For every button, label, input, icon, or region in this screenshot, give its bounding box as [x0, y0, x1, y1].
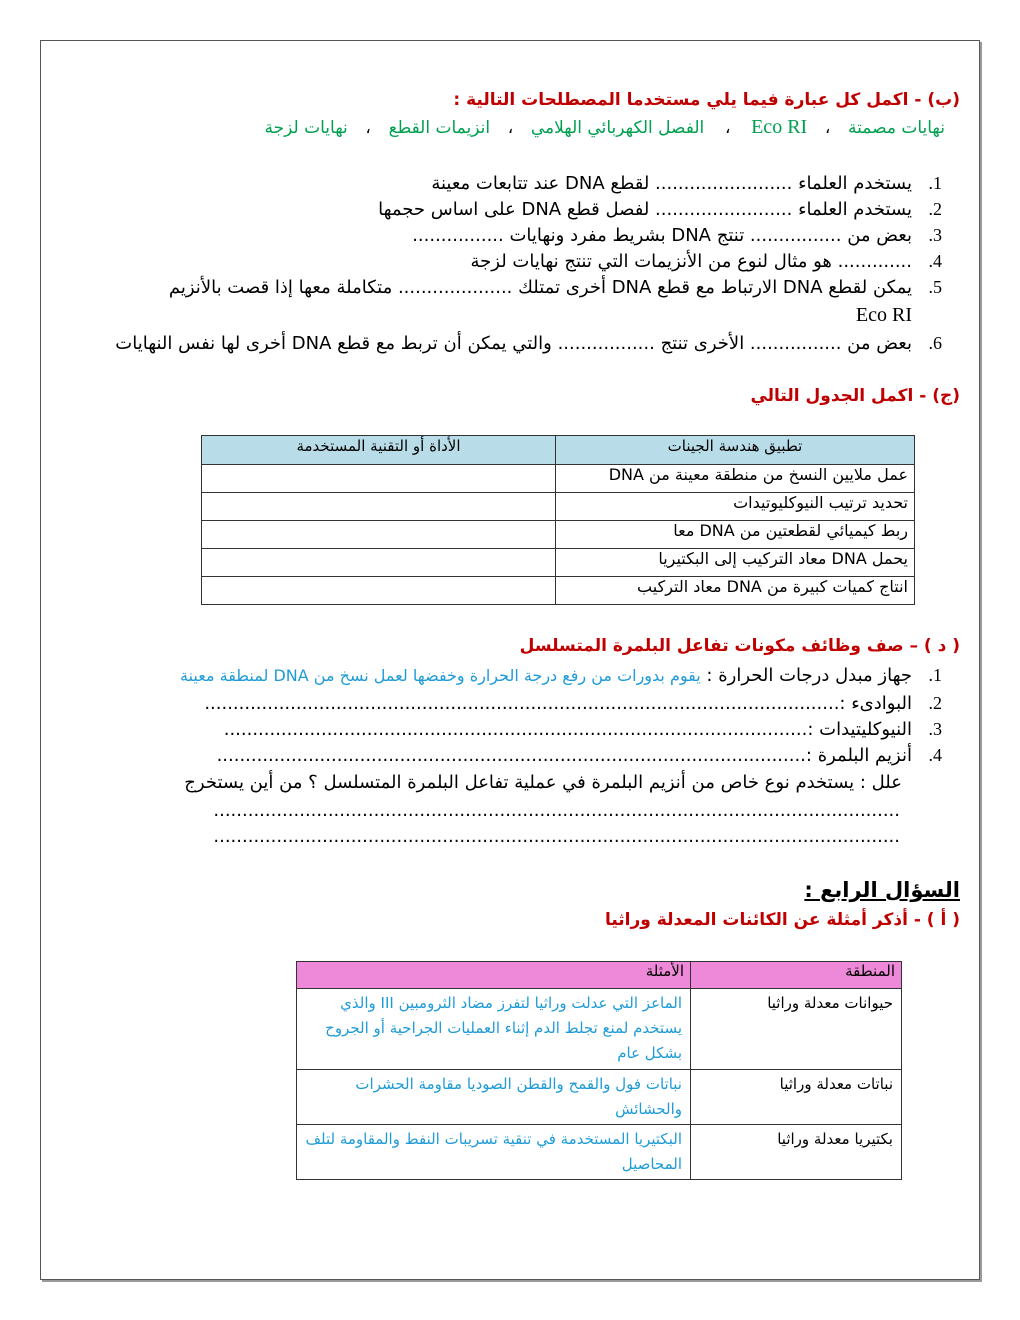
table-header: المنطقة	[691, 962, 902, 989]
answer-blank[interactable]: ......................................................................................................	[223, 719, 808, 740]
table-header: الأداة أو التقنية المستخدمة	[202, 436, 556, 465]
term-sticky-ends: نهايات لزجة	[264, 118, 348, 138]
section-b-title: (ب) - اكمل كل عبارة فيما يلي مستخدما المصطلحات التالية :	[453, 90, 960, 110]
item-label: أنزيم البلمرة :	[805, 745, 912, 766]
answer-cell[interactable]	[202, 577, 556, 605]
term-separator: ،	[507, 118, 514, 138]
item-text: بعض من ................ الأخرى تنتج ................. والتي يمكن أن تربط مع قطع DNA أخرى لها نفس النهايات	[115, 333, 912, 354]
table-row	[202, 577, 915, 605]
table-row	[202, 549, 915, 577]
item-number: 3.	[928, 719, 942, 739]
answer-blank[interactable]: ........................................................................................................................	[213, 826, 900, 847]
item-number: 1.	[928, 665, 942, 685]
region-cell: نباتات معدلة وراثيا	[691, 1070, 902, 1125]
example-cell: نباتات فول والقمح والقطن الصوديا مقاومة الحشرات والحشائش	[297, 1070, 691, 1125]
item-number: 4.	[928, 745, 942, 765]
table-header: الأمثلة	[297, 962, 691, 989]
table-cell: يحمل DNA معاد التركيب إلى البكتيريا	[556, 549, 915, 577]
term-gel-electrophoresis: الفصل الكهربائي الهلامي	[530, 118, 705, 138]
table-cell: ربط كيميائي لقطعتين من DNA معا	[556, 521, 915, 549]
item-number: 3.	[928, 225, 942, 245]
table-row	[297, 1125, 902, 1180]
table-cell: انتاج كميات كبيرة من DNA معاد التركيب	[556, 577, 915, 605]
item-text: يمكن لقطع DNA الارتباط مع قطع DNA أخرى تمتلك .................... متكاملة معها إذا قصت بالأنزيم	[168, 277, 912, 298]
section-d-title: ( د ) – صف وظائف مكونات تفاعل البلمرة المتسلسل	[519, 636, 960, 656]
answer-cell[interactable]	[202, 465, 556, 493]
item-number: 6.	[928, 333, 942, 353]
section-b-item	[82, 222, 942, 249]
example-cell: الماعز التي عدلت وراثيا لتفرز مضاد الثرومبين III والذي يستخدم لمنع تجلط الدم إثناء العمليات الجراحية أو الجروح بشكل عام	[297, 989, 691, 1070]
table-header: تطبيق هندسة الجينات	[556, 436, 915, 465]
item-number: 1.	[928, 173, 942, 193]
term-separator: ،	[824, 118, 831, 138]
table-row	[297, 1070, 902, 1125]
section-b-item	[82, 170, 942, 197]
section-b-item	[62, 330, 942, 357]
genetic-engineering-table	[201, 435, 915, 605]
table-row	[202, 493, 915, 521]
answer-cell[interactable]	[202, 521, 556, 549]
answer-cell[interactable]	[202, 549, 556, 577]
term-separator: ،	[724, 118, 731, 138]
item-answer: يقوم بدورات من رفع درجة الحرارة وخفضها لعمل نسخ من DNA لمنطقة معينة	[180, 666, 701, 685]
term-separator: ،	[365, 118, 371, 138]
table-row	[202, 465, 915, 493]
item-label: النيوكليتيدات :	[807, 719, 912, 740]
question-4-title: السؤال الرابع :	[804, 878, 960, 902]
term-restriction-enzymes: انزيمات القطع	[388, 118, 491, 138]
region-cell: حيوانات معدلة وراثيا	[691, 989, 902, 1070]
table-row	[202, 521, 915, 549]
term-ecori: Eco RI	[751, 116, 808, 138]
section-b-item	[82, 248, 942, 275]
item-text-continuation: Eco RI	[855, 304, 912, 326]
item-number: 5.	[928, 277, 942, 297]
table-cell: عمل ملايين النسخ من منطقة معينة من DNA	[556, 465, 915, 493]
item-number: 2.	[928, 199, 942, 219]
section-c-title: (ج) - اكمل الجدول التالي	[750, 386, 960, 406]
section-d-item	[132, 742, 942, 769]
section-b-terms	[185, 116, 945, 142]
table-cell: تحديد ترتيب النيوكليوتيدات	[556, 493, 915, 521]
section-b-item	[82, 274, 942, 301]
term-blunt-ends: نهايات مصمتة	[848, 118, 945, 138]
example-cell: البكتيريا المستخدمة في تنقية تسريبات النفط والمقاومة لتلف المحاصيل	[297, 1125, 691, 1180]
section-d-item	[132, 716, 942, 743]
table-row	[297, 989, 902, 1070]
item-number: 4.	[928, 251, 942, 271]
item-text: يستخدم العلماء ........................ لفصل قطع DNA على اساس حجمها	[378, 199, 912, 220]
item-text: بعض من ................ تنتج DNA بشريط مفرد ونهايات ................	[412, 225, 912, 246]
item-number: 2.	[928, 693, 942, 713]
question-4-part-a-title: ( أ ) - أذكر أمثلة عن الكائنات المعدلة وراثيا	[604, 910, 960, 930]
section-d-item	[62, 662, 942, 689]
answer-blank[interactable]: ........................................................................................................................	[213, 800, 900, 821]
reason-question: علل : يستخدم نوع خاص من أنزيم البلمرة في عملية تفاعل البلمرة المتسلسل ؟ من أين يستخرج	[184, 772, 902, 793]
answer-blank[interactable]: ...............................................................................................................	[204, 693, 840, 714]
item-text: يستخدم العلماء ........................ لقطع DNA عند تتابعات معينة	[431, 173, 912, 194]
region-cell: بكتيريا معدلة وراثيا	[691, 1125, 902, 1180]
item-text: ............. هو مثال لنوع من الأنزيمات التي تنتج نهايات لزجة	[470, 251, 912, 272]
item-label: جهاز مبدل درجات الحرارة :	[706, 665, 912, 686]
section-d-item	[122, 690, 942, 717]
item-label: البوادىء :	[839, 693, 912, 714]
section-b-item	[82, 196, 942, 223]
answer-cell[interactable]	[202, 493, 556, 521]
answer-blank[interactable]: .......................................................................................................	[216, 745, 806, 766]
gmo-examples-table	[296, 961, 902, 1180]
